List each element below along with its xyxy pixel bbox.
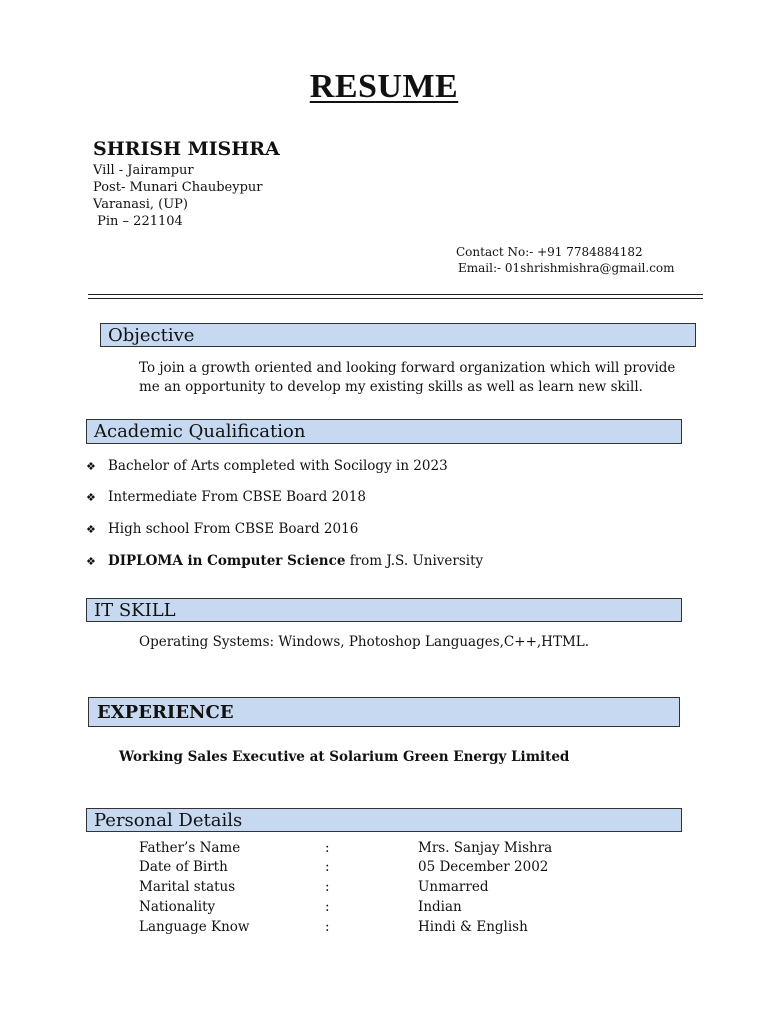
table-row <box>139 859 559 879</box>
table-row <box>139 879 559 899</box>
it-skill-text: Operating Systems: Windows, Photoshop Languages,C++,HTML. <box>139 634 590 650</box>
objective-text-line2: me an opportunity to develop my existing skills as well as learn new skill. <box>139 379 643 395</box>
address-line-city: Varanasi, (UP) <box>93 197 188 212</box>
academic-item-text: High school From CBSE Board 2016 <box>108 521 359 537</box>
list-item <box>86 489 366 505</box>
personal-colon: : <box>325 919 330 935</box>
list-item <box>86 521 358 537</box>
personal-label: Father’s Name <box>139 840 241 856</box>
address-line-pin: Pin – 221104 <box>93 214 183 229</box>
diamond-bullet-icon: ❖ <box>86 459 96 473</box>
experience-heading: EXPERIENCE <box>88 697 680 727</box>
personal-label: Marital status <box>139 879 236 895</box>
personal-label: Language Know <box>139 919 250 935</box>
diamond-bullet-icon: ❖ <box>86 522 96 536</box>
list-item <box>86 458 448 474</box>
table-row <box>139 919 559 939</box>
academic-item-text: Bachelor of Arts completed with Socilogy in 2023 <box>108 458 448 474</box>
personal-value: Unmarred <box>418 879 489 895</box>
address-line-village: Vill - Jairampur <box>93 163 194 178</box>
objective-heading: Objective <box>100 323 696 347</box>
objective-text-line1: To join a growth oriented and looking forward organization which will provide <box>139 360 676 376</box>
contact-email: Email:- 01shrishmishra@gmail.com <box>458 261 675 275</box>
personal-colon: : <box>325 840 330 856</box>
personal-label: Nationality <box>139 899 216 915</box>
it-skill-heading: IT SKILL <box>86 598 682 622</box>
diploma-bold-text: DIPLOMA in Computer Science <box>108 553 346 569</box>
diamond-bullet-icon: ❖ <box>86 490 96 504</box>
personal-value: Hindi & English <box>418 919 528 935</box>
table-row <box>139 899 559 919</box>
personal-colon: : <box>325 859 330 875</box>
personal-value: Indian <box>418 899 462 915</box>
personal-value: 05 December 2002 <box>418 859 549 875</box>
personal-colon: : <box>325 899 330 915</box>
diamond-bullet-icon: ❖ <box>86 554 96 568</box>
personal-label: Date of Birth <box>139 859 228 875</box>
personal-value: Mrs. Sanjay Mishra <box>418 840 553 856</box>
academic-item-text: Intermediate From CBSE Board 2018 <box>108 489 366 505</box>
contact-phone: Contact No:- +91 7784884182 <box>456 245 643 259</box>
candidate-name: SHRISH MISHRA <box>93 138 280 160</box>
experience-text: Working Sales Executive at Solarium Green Energy Limited <box>119 749 570 765</box>
personal-details-heading: Personal Details <box>86 808 682 832</box>
personal-colon: : <box>325 879 330 895</box>
table-row <box>139 840 559 860</box>
list-item <box>86 553 483 569</box>
page-title: RESUME <box>309 68 459 105</box>
academic-heading: Academic Qualification <box>86 419 682 444</box>
header-divider-bottom <box>88 298 703 299</box>
header-divider-top <box>88 294 703 295</box>
address-line-post: Post- Munari Chaubeypur <box>93 180 263 195</box>
diploma-rest-text: from J.S. University <box>345 553 484 569</box>
